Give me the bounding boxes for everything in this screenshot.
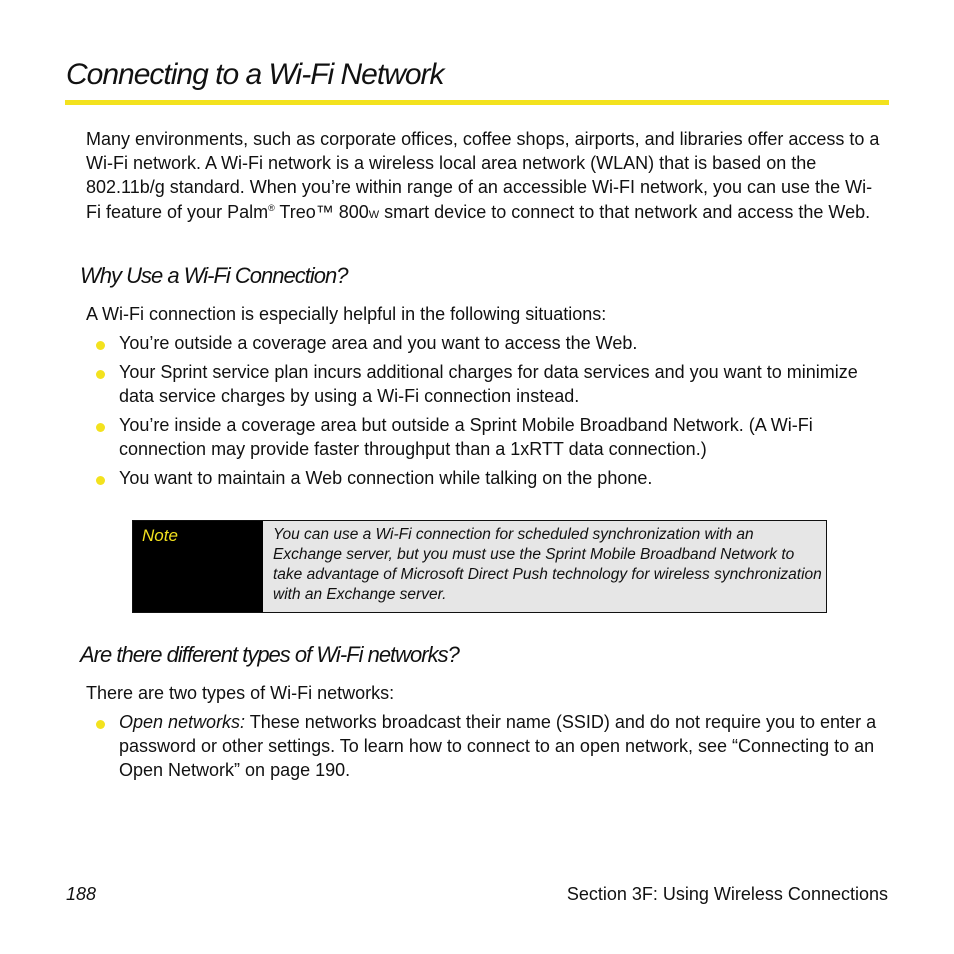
intro-text: Many environments, such as corporate offices, coffee shops, airports, and libraries offer access to a Wi-Fi network. A Wi-Fi network is a wireless local area network (WLAN) that is based on the 802.11b/g standard. When you’re within range of an accessible Wi-FI network, you can use the Wi-Fi feature of your Palm (86, 129, 880, 222)
page-title: Connecting to a Wi-Fi Network (66, 58, 444, 91)
list-item-text: You’re inside a coverage area but outside a Sprint Mobile Broadband Network. (A Wi-Fi connection may provide faster throughput than a 1xRTT data connection.) (119, 415, 813, 460)
footer-section-title: Section 3F: Using Wireless Connections (566, 884, 888, 904)
intro-text-end: smart device to connect to that network and access the Web. (379, 201, 871, 222)
list-item-text: You’re outside a coverage area and you want to access the Web. (119, 333, 638, 353)
section-heading-why: Why Use a Wi-Fi Connection? (80, 263, 348, 288)
bullet-icon (96, 341, 105, 350)
why-lead-text: A Wi-Fi connection is especially helpful in the following situations: (86, 304, 607, 324)
note-label-cell (133, 521, 263, 612)
list-item (96, 360, 886, 408)
open-networks-description: These networks broadcast their name (SSID) and do not require you to enter a password or other settings. To learn how to connect to an open network, see “Connecting to an Open Network” on page 190. (119, 712, 877, 781)
open-networks-term: Open networks: (119, 712, 246, 732)
list-item (96, 466, 886, 490)
list-item (96, 710, 886, 783)
section-heading-types: Are there different types of Wi-Fi networks? (80, 642, 459, 667)
intro-paragraph (86, 127, 886, 227)
list-item-text: You want to maintain a Web connection while talking on the phone. (119, 468, 653, 488)
model-suffix: W (368, 208, 380, 221)
list-item (96, 331, 886, 355)
list-item (96, 413, 886, 461)
note-text: You can use a Wi-Fi connection for scheduled synchronization with an Exchange server, but you must use the Sprint Mobile Broadband Network to take advantage of Microsoft Direct Push technology for wireless synchronization with an Exchange server. (273, 526, 822, 603)
note-box (132, 520, 827, 613)
title-underline (65, 100, 889, 105)
note-label: Note (142, 526, 178, 545)
bullet-icon (96, 370, 105, 379)
bullet-icon (96, 476, 105, 485)
list-item-text: Your Sprint service plan incurs additional charges for data services and you want to minimize data service charges by using a Wi-Fi connection instead. (119, 362, 858, 407)
bullet-icon (96, 720, 105, 729)
list-item-text (119, 710, 886, 783)
intro-product: Treo™ 800 (274, 201, 369, 222)
page-number: 188 (66, 884, 97, 904)
registered-mark: ® (268, 202, 275, 213)
types-lead-text: There are two types of Wi-Fi networks: (86, 683, 395, 703)
bullet-icon (96, 423, 105, 432)
